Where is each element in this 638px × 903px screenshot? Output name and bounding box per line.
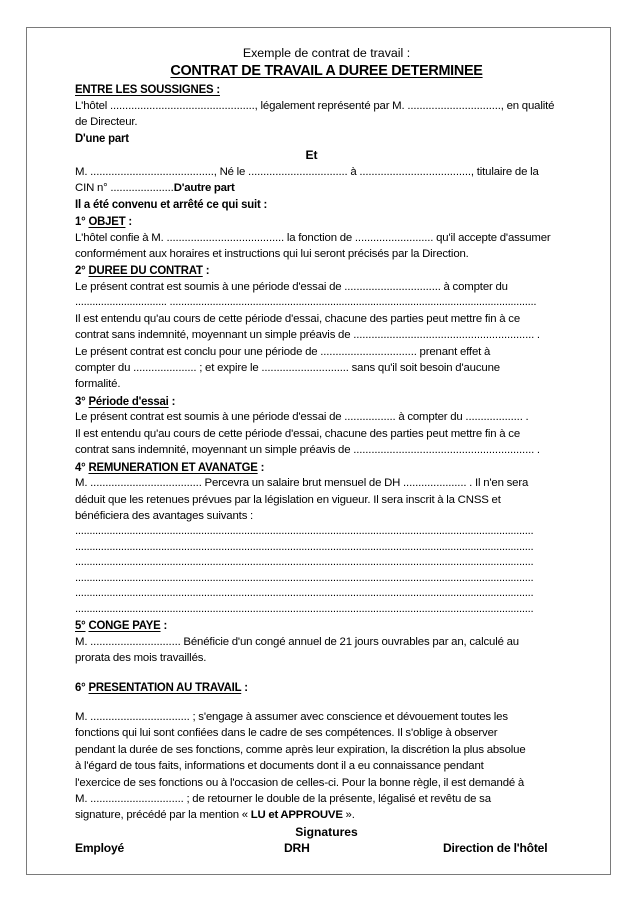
section-2-line-4: contrat sans indemnité, moyennant un simple préavis de ............................................................ . (75, 329, 540, 342)
section-3-line-1: Le présent contrat est soumis à une période d'essai de ................. à compter du ................... . (75, 411, 529, 424)
signature-row (75, 840, 578, 857)
heading-section-6 (75, 679, 548, 696)
section-1-number: 1° (75, 214, 86, 228)
section-2-number: 2° (75, 263, 86, 278)
section-2-colon: : (202, 263, 210, 278)
section-6-line-2: fonctions qui lui sont confiées dans le cadre de ses compétences. Il s'oblige à observer (75, 727, 498, 740)
section-5-number: 5° (75, 617, 86, 632)
section-1-title: OBJET (88, 214, 126, 228)
section-6-line-1: M. ................................. ; s'engage à assumer avec conscience et dévouement toutes les (75, 710, 508, 723)
section-4-blank-1: ................................................................................................................................................................ (75, 525, 534, 538)
heading-entre-les-soussignes-label: ENTRE LES SOUSSIGNES : (75, 82, 220, 96)
heading-section-3 (75, 393, 548, 410)
parties-line-1: L'hôtel ................................................, légalement représenté par M. ..............................., en qualité (75, 99, 555, 112)
signature-label-employe: Employé (75, 841, 125, 856)
section-1-line-2: conformément aux horaires et instructions qui lui seront précisés par la Direction. (75, 248, 469, 260)
section-2-line-1: Le présent contrat est soumis à une période d'essai de ................................ à compter du (75, 281, 508, 293)
section-1-colon: : (125, 214, 133, 228)
section-5-line-1: M. .............................. Bénéficie d'un congé annuel de 21 jours ouvrables par an, calculé au (75, 635, 519, 648)
section-6-number: 6° (75, 680, 86, 695)
label-et: Et (305, 148, 318, 162)
document-title: CONTRAT DE TRAVAIL A DUREE DETERMINEE (170, 63, 483, 79)
section-6-closing-line-1: M. ............................... ; de retourner le double de la présente, légalisé et revêtu de sa (75, 792, 491, 805)
heading-entre-les-soussignes (75, 81, 548, 98)
section-4-line-1: M. ..................................... Percevra un salaire brut mensuel de DH ..................... . Il n'en sera (75, 477, 529, 490)
heading-section-1 (75, 213, 548, 230)
closing-text-before-mention: signature, précédé par la mention « (75, 809, 251, 822)
page-border-frame (26, 27, 611, 875)
section-4-colon: : (257, 459, 265, 474)
heading-convenu-arrete: Il a été convenu et arrêté ce qui suit : (75, 197, 268, 212)
section-4-line-2: déduit que les retenues prévues par la législation en vigueur. Il sera inscrit à la CNSS et (75, 493, 501, 506)
section-2-title: DUREE DU CONTRAT (88, 263, 203, 278)
spacer-after-section-6-heading (75, 696, 578, 709)
heading-section-5 (75, 617, 548, 634)
heading-section-4 (75, 459, 548, 476)
section-6-colon: : (241, 680, 248, 695)
section-1-line-1: L'hôtel confie à M. ....................................... la fonction de .......................... qu'il accepte d'assumer (75, 231, 551, 244)
section-3-line-3: contrat sans indemnité, moyennant un simple préavis de ............................................................ . (75, 444, 540, 457)
section-6-title: PRESENTATION AU TRAVAIL (88, 680, 242, 695)
closing-text-after-mention: ». (342, 809, 355, 822)
heading-section-2 (75, 262, 548, 279)
parties-line-3: M. ........................................., Né le ................................. à ....................................., titulaire de la (75, 165, 539, 178)
signature-label-direction: Direction de l'hôtel (443, 841, 548, 856)
cin-number-field: CIN n° ..................... (75, 182, 174, 194)
spacer-before-section-6 (75, 666, 578, 679)
signature-label-drh: DRH (284, 841, 310, 856)
section-6-line-5: l'exercice de ses fonctions ou à l'occasion de celles-ci. Pour la bonne règle, il est demandé à (75, 776, 525, 789)
parties-line-4 (75, 180, 578, 196)
section-4-blank-4: ................................................................................................................................................................ (75, 571, 534, 584)
section-4-line-3: bénéficiera des avantages suivants : (75, 510, 254, 523)
signatures-heading: Signatures (295, 824, 358, 839)
document-subtitle: Exemple de contrat de travail : (242, 46, 411, 60)
section-4-blank-6: ................................................................................................................................................................ (75, 602, 534, 615)
label-dautre-part: D'autre part (173, 182, 235, 194)
section-4-blank-3: ................................................................................................................................................................ (75, 556, 534, 569)
section-3-title: Période d'essai (88, 393, 169, 408)
section-4-blank-2: ................................................................................................................................................................ (75, 540, 534, 553)
section-4-title: REMUNERATION ET AVANATGE (88, 459, 258, 474)
section-6-line-4: à l'égard de tous faits, informations et documents dont il a eu connaissance pendant (75, 760, 484, 773)
section-5-line-2: prorata des mois travaillés. (75, 651, 207, 664)
section-2-line-5: Le présent contrat est conclu pour une période de ................................ prenant effet à (75, 345, 491, 358)
section-5-title: CONGE PAYE (88, 617, 161, 632)
section-2-line-2: ................................ ................................................................................................................................ (75, 296, 537, 309)
section-2-line-3: Il est entendu qu'au cours de cette période d'essai, chacune des parties peut mettre fin à ce (75, 312, 521, 325)
section-3-colon: : (168, 393, 176, 408)
section-4-blank-5: ................................................................................................................................................................ (75, 587, 534, 600)
parties-line-2: de Directeur. (75, 116, 138, 128)
section-4-number: 4° (75, 459, 86, 474)
mention-lu-et-approuve: LU et APPROUVE (250, 809, 343, 822)
section-2-line-7: formalité. (75, 378, 121, 391)
section-3-line-2: Il est entendu qu'au cours de cette période d'essai, chacune des parties peut mettre fin à ce (75, 427, 521, 440)
section-5-colon: : (160, 617, 168, 632)
section-2-line-6: compter du ..................... ; et expire le ............................. sans qu'il soit besoin d'aucune (75, 362, 500, 375)
section-3-number: 3° (75, 393, 86, 408)
section-6-closing-line-2 (75, 807, 578, 823)
label-dune-part: D'une part (75, 131, 129, 146)
section-6-line-3: pendant la durée de ses fonctions, comme après leur expiration, la discrétion la plus absolue (75, 743, 526, 756)
document-body (75, 45, 578, 857)
